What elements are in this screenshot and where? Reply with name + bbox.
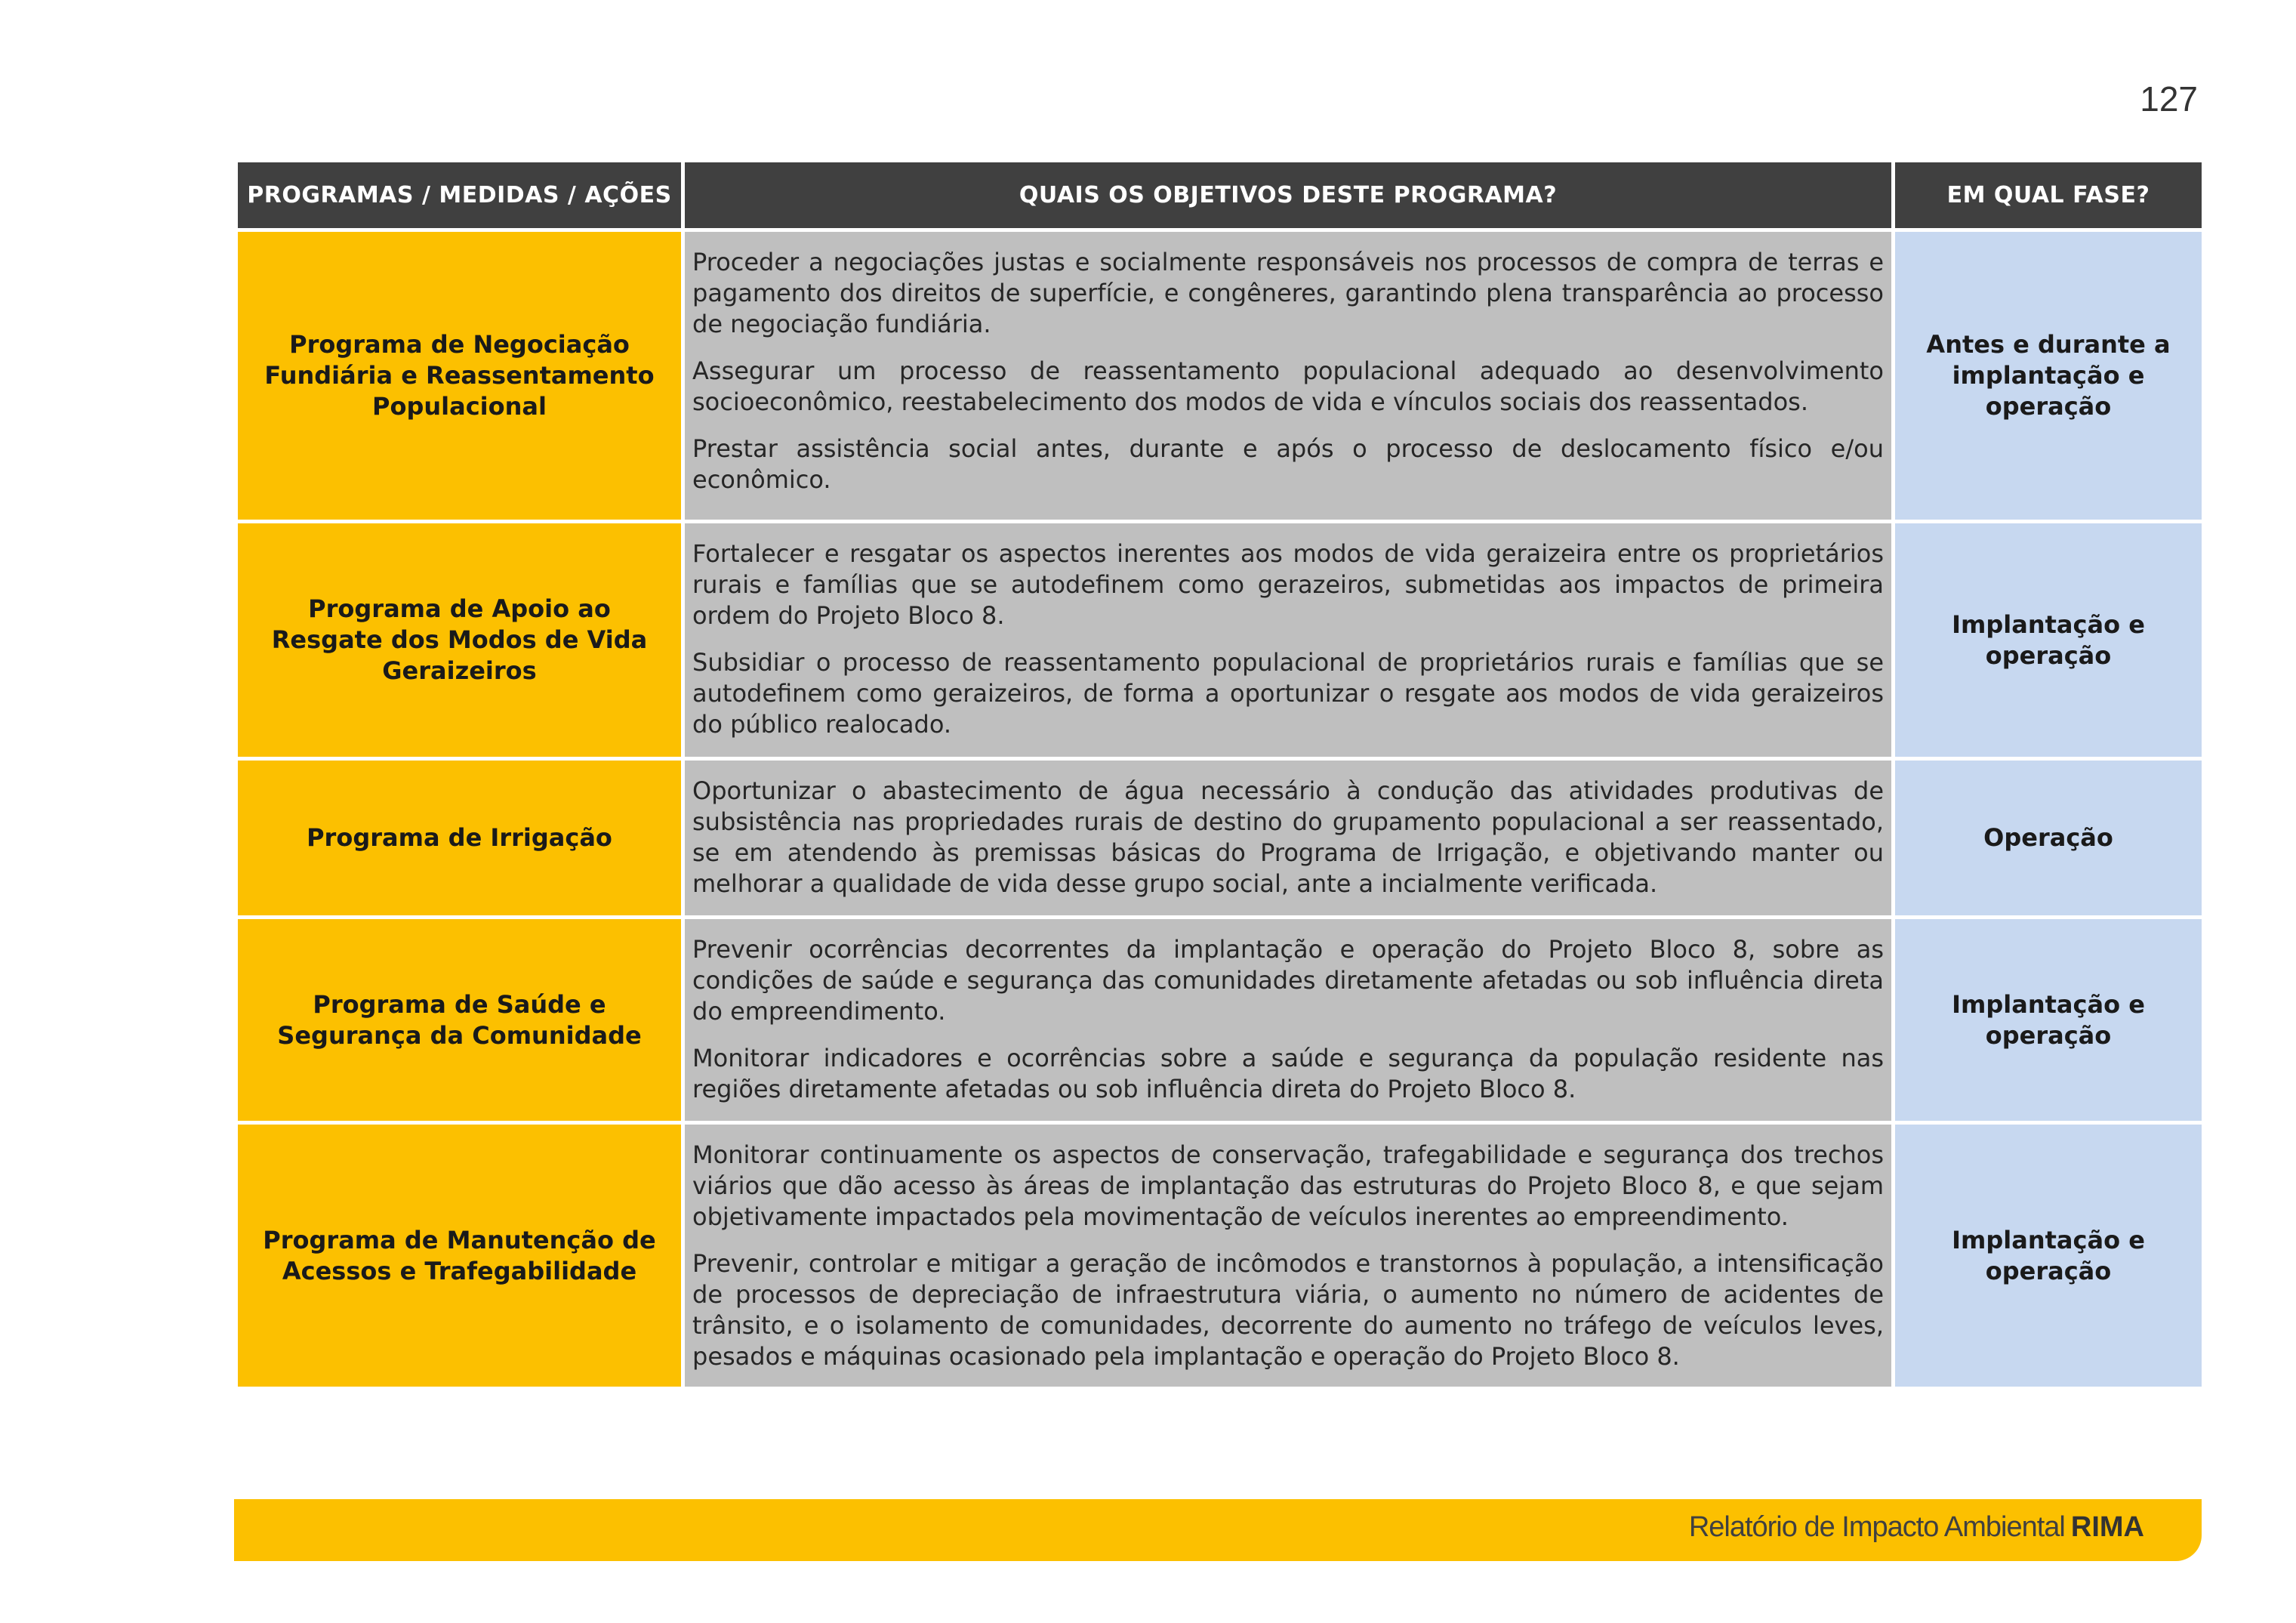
- objective-paragraph: Oportunizar o abastecimento de água necessário à condução das atividades produtivas de subsistência nas propriedades rurais de destino do grupamento populacional a ser reassentado, se em atendendo às premissas básicas do Programa de Irrigação, e objetivando manter ou melhorar a qualidade de vida desse grupo social, ante a incialmente verificada.: [692, 776, 1884, 898]
- table-row: [236, 759, 2204, 918]
- objective-paragraph: Assegurar um processo de reassentamento populacional adequado ao desenvolvimento socioeconômico, reestabelecimento dos modos de vida e vínculos sociais dos reassentados.: [692, 356, 1884, 416]
- program-phase: Implantação e operação: [1894, 918, 2204, 1123]
- header-objectives: QUAIS OS OBJETIVOS DESTE PROGRAMA?: [683, 161, 1894, 230]
- objective-paragraph: Proceder a negociações justas e socialmente responsáveis nos processos de compra de terras e pagamento dos direitos de superfície, e congêneres, garantindo plena transparência ao processo de negociação fundiária.: [692, 248, 1884, 338]
- footer-text: Relatório de Impacto Ambiental: [1688, 1511, 2065, 1543]
- program-phase: Implantação e operação: [1894, 1123, 2204, 1389]
- program-name: Programa de Apoio ao Resgate dos Modos de Vida Geraizeiros: [236, 522, 683, 759]
- program-name: Programa de Irrigação: [236, 759, 683, 918]
- table-row: [236, 230, 2204, 522]
- objective-paragraph: Prestar assistência social antes, durante e após o processo de deslocamento físico e/ou econômico.: [692, 434, 1884, 494]
- footer-band: [234, 1499, 2202, 1561]
- footer-title: [1689, 1511, 2144, 1544]
- program-objectives: [683, 1123, 1894, 1389]
- program-name: Programa de Negociação Fundiária e Reassentamento Populacional: [236, 230, 683, 522]
- header-programs: PROGRAMAS / MEDIDAS / AÇÕES: [236, 161, 683, 230]
- objective-paragraph: Prevenir, controlar e mitigar a geração de incômodos e transtornos à população, a intensificação de processos de depreciação de infraestrutura viária, o aumento no número de acidentes de trânsito, e o isolamento de comunidades, decorrente do aumento no tráfego de veículos leves, pesados e máquinas ocasionado pela implantação e operação do Projeto Bloco 8.: [692, 1249, 1884, 1371]
- objective-paragraph: Prevenir ocorrências decorrentes da implantação e operação do Projeto Bloco 8, sobre as condições de saúde e segurança das comunidades diretamente afetadas ou sob influência direta do empreendimento.: [692, 935, 1884, 1026]
- programs-table: [234, 159, 2205, 1390]
- program-name: Programa de Saúde e Segurança da Comunidade: [236, 918, 683, 1123]
- header-phase: EM QUAL FASE?: [1894, 161, 2204, 230]
- program-objectives: [683, 230, 1894, 522]
- page-number: 127: [2140, 79, 2198, 119]
- table-header-row: [236, 161, 2204, 230]
- program-phase: Operação: [1894, 759, 2204, 918]
- table-row: [236, 1123, 2204, 1389]
- table-row: [236, 918, 2204, 1123]
- program-name: Programa de Manutenção de Acessos e Trafegabilidade: [236, 1123, 683, 1389]
- objective-paragraph: Monitorar indicadores e ocorrências sobre a saúde e segurança da população residente nas regiões diretamente afetadas ou sob influência direta do Projeto Bloco 8.: [692, 1044, 1884, 1103]
- footer-rima: RIMA: [2070, 1511, 2144, 1543]
- program-objectives: [683, 759, 1894, 918]
- program-phase: Implantação e operação: [1894, 522, 2204, 759]
- objective-paragraph: Monitorar continuamente os aspectos de conservação, trafegabilidade e segurança dos trechos viários que dão acesso às áreas de implantação das estruturas do Projeto Bloco 8, e que sejam objetivamente impactados pela movimentação de veículos inerentes ao empreendimento.: [692, 1140, 1884, 1231]
- program-phase: Antes e durante a implantação e operação: [1894, 230, 2204, 522]
- table-row: [236, 522, 2204, 759]
- objective-paragraph: Subsidiar o processo de reassentamento populacional de proprietários rurais e famílias que se autodefinem como geraizeiros, de forma a oportunizar o resgate aos modos de vida geraizeiros do público realocado.: [692, 648, 1884, 739]
- program-objectives: [683, 522, 1894, 759]
- program-objectives: [683, 918, 1894, 1123]
- objective-paragraph: Fortalecer e resgatar os aspectos inerentes aos modos de vida geraizeira entre os proprietários rurais e famílias que se autodefinem como gerazeiros, submetidas aos impactos de primeira ordem do Projeto Bloco 8.: [692, 539, 1884, 630]
